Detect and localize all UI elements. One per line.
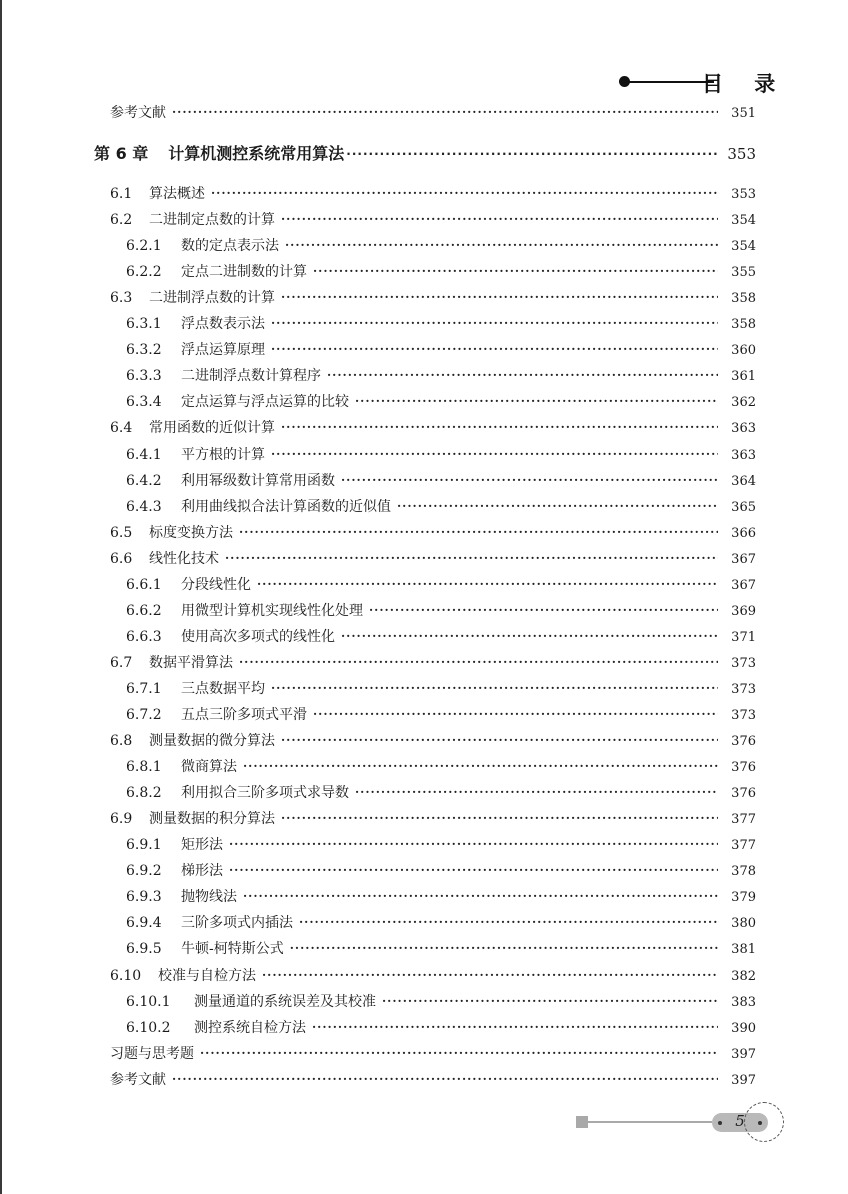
toc-subsection-entry[interactable]: [126, 834, 756, 856]
entry-number: 6.9.5: [126, 941, 162, 958]
dot-leader: [299, 911, 718, 933]
dot-leader: [341, 625, 718, 647]
entry-page-number: 358: [731, 317, 756, 333]
entry-number: 6.9.2: [126, 863, 162, 880]
dot-leader: [211, 182, 718, 204]
entry-number: 6.3.1: [126, 316, 162, 333]
toc-section-entry[interactable]: [110, 730, 756, 752]
entry-title: 用微型计算机实现线性化处理: [181, 602, 363, 619]
dot-leader: [313, 703, 718, 725]
toc-subsection-entry[interactable]: [126, 912, 756, 934]
dot-leader: [225, 547, 718, 569]
dot-leader: [281, 729, 718, 751]
dot-leader: [271, 312, 718, 334]
entry-page-number: 371: [731, 629, 756, 645]
entry-number: 6.3.4: [126, 394, 162, 411]
entry-page-number: 373: [731, 655, 756, 671]
toc-section-entry[interactable]: [110, 209, 756, 231]
toc-subsection-entry[interactable]: [126, 704, 756, 726]
entry-number: 第 6 章: [94, 144, 149, 163]
entry-page-number: 353: [731, 187, 756, 202]
toc-subsection-entry[interactable]: [126, 860, 756, 882]
entry-page-number: 363: [731, 421, 756, 437]
entry-page-number: 354: [731, 239, 756, 255]
entry-title: 常用函数的近似计算: [149, 420, 275, 437]
entry-page-number: 382: [731, 968, 756, 984]
dot-leader: [262, 964, 718, 986]
entry-title: 矩形法: [181, 837, 223, 854]
toc-chapter-entry[interactable]: [94, 141, 756, 167]
entry-number: 6.6.2: [126, 602, 162, 619]
entry-title: 测控系统自检方法: [194, 1019, 306, 1036]
toc-subsection-entry[interactable]: [126, 756, 756, 778]
entry-number: 6.8.1: [126, 759, 162, 776]
entry-page-number: 397: [731, 1046, 756, 1062]
entry-page-number: 376: [731, 734, 756, 750]
entry-number: 6.8.2: [126, 785, 162, 802]
entry-title: 标度变换方法: [149, 524, 233, 541]
dot-leader: [281, 208, 718, 230]
entry-title: 测量通道的系统误差及其校准: [194, 993, 376, 1010]
entry-page-number: 358: [731, 291, 756, 307]
toc-subsection-entry[interactable]: [126, 678, 756, 700]
toc-subsection-entry[interactable]: [126, 938, 756, 960]
entry-page-number: 366: [731, 525, 756, 541]
entry-number: 6.7.2: [126, 707, 162, 723]
toc-section-entry[interactable]: [110, 1069, 756, 1091]
entry-page-number: 383: [731, 994, 756, 1010]
dot-leader: [355, 781, 718, 803]
entry-title: 分段线性化: [181, 576, 251, 593]
dot-leader: [229, 859, 718, 881]
dot-leader: [355, 390, 718, 412]
entry-number: 6.5: [110, 524, 133, 541]
entry-title: 线性化技术: [149, 550, 219, 567]
entry-number: 6.4.2: [126, 472, 162, 489]
entry-title: 习题与思考题: [110, 1045, 194, 1062]
dot-leader: [271, 443, 718, 465]
dot-leader: [281, 416, 718, 438]
entry-title: 使用高次多项式的线性化: [181, 628, 335, 645]
entry-number: 6.9.1: [126, 837, 162, 854]
entry-title: 抛物线法: [181, 889, 237, 906]
toc-section-entry[interactable]: [110, 1043, 756, 1065]
entry-page-number: 363: [731, 447, 756, 463]
entry-page-number: 380: [731, 916, 756, 932]
entry-page-number: 397: [731, 1072, 756, 1088]
dot-leader: [369, 599, 718, 621]
dashed-circle-icon: [744, 1102, 784, 1142]
dot-leader: [239, 651, 718, 673]
toc-subsection-entry[interactable]: [126, 600, 756, 622]
toc-subsection-entry[interactable]: [126, 339, 756, 361]
entry-number: 6.4.3: [126, 498, 162, 515]
toc-subsection-entry[interactable]: [126, 235, 756, 257]
entry-page-number: 390: [731, 1020, 756, 1036]
entry-title: 三点数据平均: [181, 680, 265, 697]
toc-subsection-entry[interactable]: [126, 470, 756, 492]
dot-leader: [243, 755, 718, 777]
entry-title: 浮点数表示法: [181, 316, 265, 333]
entry-title: 微商算法: [181, 759, 237, 776]
dot-leader: [285, 234, 718, 256]
entry-number: 6.6.1: [126, 576, 162, 593]
toc-section-entry[interactable]: [110, 808, 756, 830]
entry-title: 浮点运算原理: [181, 342, 265, 359]
entry-title: 参考文献: [110, 105, 166, 121]
entry-title: 五点三阶多项式平滑: [181, 707, 307, 723]
entry-number: 6.6.3: [126, 628, 162, 645]
entry-page-number: 367: [731, 577, 756, 593]
entry-number: 6.9.3: [126, 889, 162, 906]
entry-number: 6.9: [110, 811, 133, 828]
toc-section-entry[interactable]: [110, 965, 756, 987]
toc-section-entry[interactable]: [110, 287, 756, 309]
entry-page-number: 379: [731, 890, 756, 906]
entry-number: 6.3: [110, 290, 133, 307]
entry-number: 6.3.3: [126, 368, 162, 385]
entry-title: 牛顿-柯特斯公式: [181, 941, 284, 958]
entry-title: 利用幂级数计算常用函数: [181, 472, 335, 489]
dot-leader: [312, 1016, 718, 1038]
entry-number: 6.2.1: [126, 238, 162, 255]
entry-title: 数的定点表示法: [181, 238, 279, 255]
entry-page-number: 377: [731, 812, 756, 828]
entry-page-number: 369: [731, 603, 756, 619]
toc-subsection-entry[interactable]: [126, 313, 756, 335]
toc-subsection-entry[interactable]: [126, 365, 756, 387]
page-number: 5: [735, 1112, 745, 1130]
entry-number: 6.10.2: [126, 1019, 171, 1036]
entry-page-number: 354: [731, 213, 756, 229]
entry-number: 6.6: [110, 550, 133, 567]
dot-leader: [271, 338, 718, 360]
entry-number: 6.8: [110, 733, 133, 750]
entry-page-number: 376: [731, 786, 756, 802]
toc-subsection-entry[interactable]: [126, 782, 756, 804]
toc-subsection-entry[interactable]: [126, 626, 756, 648]
entry-page-number: 367: [731, 551, 756, 567]
entry-title: 平方根的计算: [181, 446, 265, 463]
entry-page-number: 361: [731, 369, 756, 385]
toc-section-entry[interactable]: [110, 183, 756, 205]
dot-leader: [257, 573, 718, 595]
entry-title: 二进制定点数的计算: [149, 212, 275, 229]
entry-title: 二进制浮点数计算程序: [181, 368, 321, 385]
entry-title: 定点运算与浮点运算的比较: [181, 394, 349, 411]
entry-number: 6.7.1: [126, 680, 162, 697]
entry-page-number: 353: [727, 145, 756, 163]
dot-leader: [172, 101, 718, 123]
entry-number: 6.10.1: [126, 993, 171, 1010]
entry-number: 6.4.1: [126, 446, 162, 463]
entry-title: 梯形法: [181, 863, 223, 880]
entry-title: 算法概述: [149, 186, 205, 202]
dot-leader: [313, 260, 718, 282]
footer-square-icon: [576, 1116, 588, 1128]
dot-leader: [229, 833, 718, 855]
toc-section-entry[interactable]: [110, 522, 756, 544]
entry-page-number: 355: [731, 265, 756, 281]
entry-title: 三阶多项式内插法: [181, 915, 293, 932]
entry-title: 定点二进制数的计算: [181, 264, 307, 281]
entry-page-number: 362: [731, 395, 756, 411]
entry-page-number: 381: [731, 942, 756, 958]
toc-section-entry[interactable]: [110, 417, 756, 439]
entry-title: 计算机测控系统常用算法: [168, 144, 345, 163]
dot-leader: [346, 141, 718, 167]
entry-title: 二进制浮点数的计算: [149, 290, 275, 307]
toc-section-entry[interactable]: [110, 548, 756, 570]
toc-subsection-entry[interactable]: [126, 1017, 756, 1039]
entry-title: 测量数据的积分算法: [149, 811, 275, 828]
entry-number: 6.2: [110, 212, 133, 229]
dot-leader: [281, 807, 718, 829]
page-left-edge: [0, 0, 2, 1194]
entry-page-number: 373: [731, 708, 756, 723]
dot-leader: [382, 990, 718, 1012]
entry-title: 测量数据的微分算法: [149, 733, 275, 750]
toc-section-entry[interactable]: [110, 652, 756, 674]
entry-title: 利用拟合三阶多项式求导数: [181, 785, 349, 802]
entry-title: 数据平滑算法: [149, 654, 233, 671]
toc-subsection-entry[interactable]: [126, 886, 756, 908]
toc-subsection-entry[interactable]: [126, 574, 756, 596]
dot-leader: [172, 1068, 718, 1090]
entry-number: 6.7: [110, 654, 133, 671]
entry-number: 6.3.2: [126, 342, 162, 359]
toc-section-entry[interactable]: [110, 102, 756, 124]
page-title: 目 录: [702, 72, 788, 96]
entry-page-number: 378: [731, 864, 756, 880]
dot-leader: [243, 885, 718, 907]
toc-header: [616, 68, 788, 96]
entry-page-number: 365: [731, 499, 756, 515]
entry-title: 利用曲线拟合法计算函数的近似值: [181, 498, 391, 515]
entry-number: 6.10: [110, 967, 142, 984]
entry-page-number: 376: [731, 760, 756, 776]
entry-number: 6.2.2: [126, 264, 162, 281]
footer-rule: [588, 1121, 712, 1123]
entry-title: 参考文献: [110, 1071, 166, 1088]
page-footer: [0, 1096, 848, 1156]
dot-leader: [271, 677, 718, 699]
entry-page-number: 360: [731, 343, 756, 359]
dot-leader: [200, 1042, 718, 1064]
entry-page-number: 373: [731, 681, 756, 697]
dot-leader: [397, 495, 718, 517]
dot-leader: [290, 937, 718, 959]
dot-leader: [239, 521, 718, 543]
dot-leader: [281, 286, 718, 308]
entry-number: 6.4: [110, 420, 133, 437]
entry-title: 校准与自检方法: [158, 967, 256, 984]
dot-leader: [341, 469, 718, 491]
entry-page-number: 351: [731, 106, 756, 121]
toc-subsection-entry[interactable]: [126, 444, 756, 466]
entry-page-number: 364: [731, 473, 756, 489]
entry-page-number: 377: [731, 838, 756, 854]
toc-subsection-entry[interactable]: [126, 496, 756, 518]
toc-subsection-entry[interactable]: [126, 391, 756, 413]
dot-leader: [327, 364, 718, 386]
toc-subsection-entry[interactable]: [126, 991, 756, 1013]
entry-number: 6.9.4: [126, 915, 162, 932]
entry-number: 6.1: [110, 186, 133, 202]
toc-subsection-entry[interactable]: [126, 261, 756, 283]
